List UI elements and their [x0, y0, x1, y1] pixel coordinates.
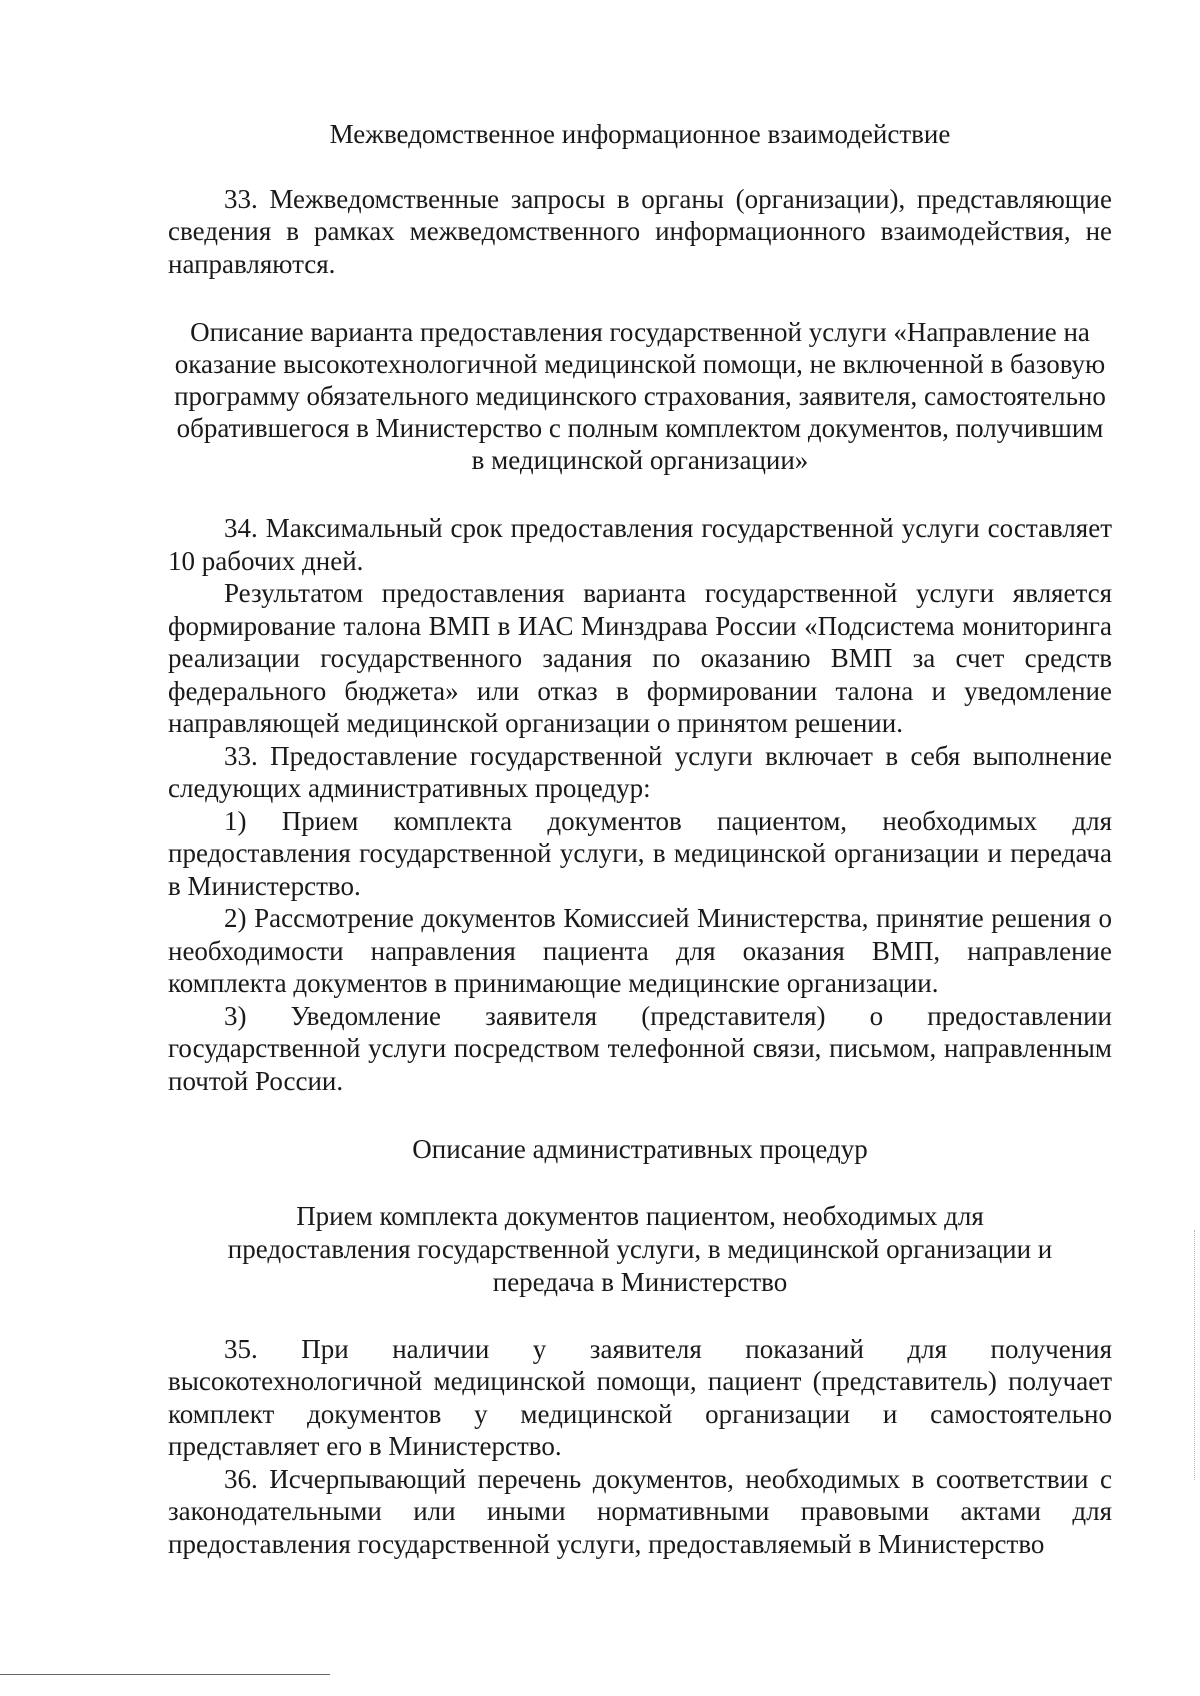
paragraph-33-interagency: 33. Межведомственные запросы в органы (организации), представляющие сведения в рамках межведомственного информационного взаимодействия, не направляются. — [168, 183, 1112, 279]
bottom-scan-rule — [0, 1674, 330, 1675]
list-item-2: 2) Рассмотрение документов Комиссией Министерства, принятие решения о необходимости направления пациента для оказания ВМП, направление комплекта документов в принимающие медицинские организации. — [168, 903, 1112, 998]
paragraph-34: 34. Максимальный срок предоставления государственной услуги составляет 10 рабочих дней. — [168, 513, 1112, 576]
list-item-1: 1) Прием комплекта документов пациентом, необходимых для предоставления государственной услуги, в медицинской организации и передача в Министерство. — [168, 805, 1112, 901]
paragraph-33-procedures: 33. Предоставление государственной услуги включает в себя выполнение следующих административных процедур: — [168, 740, 1112, 803]
paragraph-36: 36. Исчерпывающий перечень документов, необходимых в соответствии с законодательными или иными нормативными правовыми актами для предоставления государственной услуги, предоставляемый в Министерство — [168, 1463, 1112, 1559]
heading-admin-procedures: Описание административных процедур — [412, 1134, 868, 1164]
list-item-3: 3) Уведомление заявителя (представителя) о предоставлении государственной услуги посредством телефонной связи, письмом, направленным почтой России. — [168, 1000, 1112, 1096]
heading-variant-description: Описание варианта предоставления государственной услуги «Направление на оказание высокотехнологичной медицинской помощи, не включенной в базовую программу обязательного медицинского страхования, заявителя, самостоятельно обратившегося в Министерство с полным комплектом документов, получившим в медицинской организации» — [174, 317, 1106, 475]
heading-interagency: Межведомственное информационное взаимодействие — [329, 119, 951, 149]
paragraph-35: 35. При наличии у заявителя показаний для получения высокотехнологичной медицинской помощи, пациент (представитель) получает комплект документов у медицинской организации и самостоятельно представляет его в Министерство. — [168, 1333, 1112, 1461]
paragraph-result: Результатом предоставления варианта государственной услуги является формирование талона ВМП в ИАС Минздрава России «Подсистема мониторинга реализации государственного задания по оказанию ВМП за счет средств федерального бюджета» или отказ в формировании талона и уведомление направляющей медицинской организации о принятом решении. — [168, 578, 1112, 738]
heading-receipt-procedure: Прием комплекта документов пациентом, необходимых для предоставления государственной услуги, в медицинской организации и передача в Министерство — [227, 1200, 1053, 1297]
document-body — [168, 118, 1112, 1560]
right-scan-mark — [1194, 1230, 1195, 1480]
